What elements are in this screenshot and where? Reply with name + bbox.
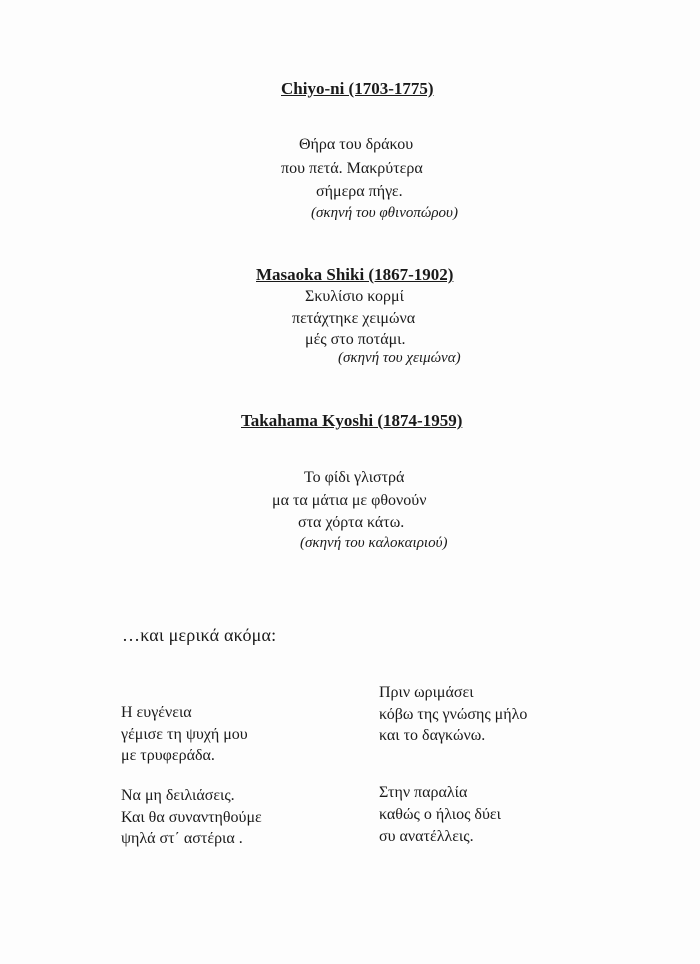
poem-line: Πριν ωριμάσει xyxy=(379,684,474,701)
poem-line: ψηλά στ΄ αστέρια . xyxy=(121,830,243,847)
poem-line: πετάχτηκε χειμώνα xyxy=(292,310,416,327)
season-note: (σκηνή του χειμώνα) xyxy=(338,350,461,366)
poem-line: σήμερα πήγε. xyxy=(316,183,403,200)
poem-line: στα χόρτα κάτω. xyxy=(298,514,405,531)
poem-line: Η ευγένεια xyxy=(121,704,192,721)
poem-line: καθώς ο ήλιος δύει xyxy=(379,806,501,823)
more-intro: …και μερικά ακόμα: xyxy=(122,625,277,645)
poem-author-heading: Masaoka Shiki (1867-1902) xyxy=(256,265,454,284)
season-note: (σκηνή του καλοκαιριού) xyxy=(300,535,448,551)
poem-line: μα τα μάτια με φθονούν xyxy=(272,492,427,509)
poem-line: συ ανατέλλεις. xyxy=(379,828,474,845)
poem-line: μές στο ποτάμι. xyxy=(305,331,406,348)
poem-line: Το φίδι γλιστρά xyxy=(304,469,405,486)
poem-line: γέμισε τη ψυχή μου xyxy=(121,726,248,743)
poem-line: και το δαγκώνω. xyxy=(379,727,486,744)
poem-line: κόβω της γνώσης μήλο xyxy=(379,706,528,723)
poem-line: Και θα συναντηθούμε xyxy=(121,809,262,826)
season-note: (σκηνή του φθινοπώρου) xyxy=(311,205,458,221)
poem-line: Σκυλίσιο κορμί xyxy=(305,288,404,305)
poem-author-heading: Takahama Kyoshi (1874-1959) xyxy=(241,411,463,430)
poem-line: Θήρα του δράκου xyxy=(299,136,414,153)
poem-line: που πετά. Μακρύτερα xyxy=(281,160,423,177)
poem-line: Στην παραλία xyxy=(379,784,468,801)
poem-line: με τρυφεράδα. xyxy=(121,747,215,764)
poem-author-heading: Chiyo-ni (1703-1775) xyxy=(281,79,434,98)
poem-line: Να μη δειλιάσεις. xyxy=(121,787,235,804)
